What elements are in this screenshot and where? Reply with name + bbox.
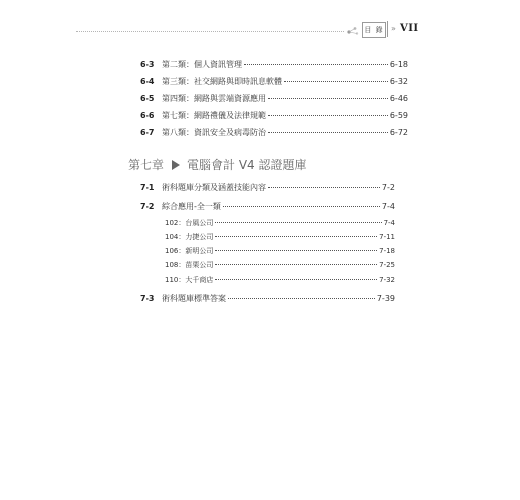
entry-page: 6-46 xyxy=(389,94,408,103)
toc-sub-entry[interactable] xyxy=(165,273,395,287)
entry-title: 第二類：個人資訊管理 xyxy=(162,60,242,69)
dot-leader xyxy=(268,187,380,188)
toc-entry[interactable] xyxy=(140,109,408,123)
entry-page: 7-4 xyxy=(381,202,395,211)
entry-number: 6-5 xyxy=(140,94,155,103)
entry-title: 第四類：網路與雲端資源應用 xyxy=(162,94,266,103)
toc-sub-entry[interactable] xyxy=(165,258,395,272)
dot-leader xyxy=(284,81,388,82)
chapter-title: 電腦會計 V4 認證題庫 xyxy=(187,158,307,172)
dot-leader xyxy=(228,298,375,299)
header-section-label: 目 錄 xyxy=(362,22,386,38)
share-icon xyxy=(346,26,360,36)
dot-leader xyxy=(244,64,388,65)
chapter-label: 第七章 xyxy=(128,158,165,172)
sub-entry-title: 104：力捷公司 xyxy=(165,233,214,241)
toc-sub-entry[interactable] xyxy=(165,230,395,244)
entry-number: 6-6 xyxy=(140,111,155,120)
sub-entry-page: 7-4 xyxy=(383,219,395,227)
sub-entry-title: 106：新明公司 xyxy=(165,247,214,255)
sub-entry-page: 7-18 xyxy=(379,247,395,255)
page-number: VII xyxy=(400,23,419,34)
entry-number: 7-3 xyxy=(140,294,155,303)
toc-entry[interactable] xyxy=(140,292,395,306)
chevron-right-icon: » xyxy=(391,24,396,33)
sub-entry-page: 7-11 xyxy=(379,233,395,241)
entry-title: 第七類：網路禮儀及法律規範 xyxy=(162,111,266,120)
toc-entry[interactable] xyxy=(140,126,408,140)
triangle-right-icon xyxy=(172,160,180,170)
header-divider xyxy=(387,21,388,37)
sub-entry-page: 7-25 xyxy=(379,261,395,269)
toc-sub-entry[interactable] xyxy=(165,216,395,230)
dot-leader xyxy=(215,250,377,251)
entry-page: 6-72 xyxy=(389,128,408,137)
dot-leader xyxy=(215,222,381,223)
toc-entry[interactable] xyxy=(140,75,408,89)
entry-number: 6-4 xyxy=(140,77,155,86)
entry-page: 7-39 xyxy=(376,294,395,303)
entry-number: 6-7 xyxy=(140,128,155,137)
entry-title: 第八類：資訊安全及病毒防治 xyxy=(162,128,266,137)
entry-page: 6-59 xyxy=(389,111,408,120)
entry-page: 6-18 xyxy=(389,60,408,69)
entry-page: 6-32 xyxy=(389,77,408,86)
dot-leader xyxy=(215,264,377,265)
dot-leader xyxy=(215,279,377,280)
toc-entry[interactable] xyxy=(140,200,395,214)
entry-page: 7-2 xyxy=(381,183,395,192)
dot-leader xyxy=(268,132,388,133)
entry-number: 7-2 xyxy=(140,202,155,211)
sub-entry-title: 108：苗栗公司 xyxy=(165,261,214,269)
toc-entry[interactable] xyxy=(140,92,408,106)
header-dotted-rule xyxy=(76,31,344,32)
dot-leader xyxy=(223,206,380,207)
entry-title: 術科題庫分類及涵蓋技能內容 xyxy=(162,183,266,192)
sub-entry-title: 102：台風公司 xyxy=(165,219,214,227)
entry-title: 綜合應用-全一類 xyxy=(162,202,221,211)
entry-title: 第三類：社交網路與即時訊息軟體 xyxy=(162,77,282,86)
entry-title: 術科題庫標準答案 xyxy=(162,294,226,303)
dot-leader xyxy=(268,98,388,99)
toc-entry[interactable] xyxy=(140,58,408,72)
sub-entry-page: 7-32 xyxy=(379,276,395,284)
toc-entry[interactable] xyxy=(140,181,395,195)
entry-number: 6-3 xyxy=(140,60,155,69)
entry-number: 7-1 xyxy=(140,183,155,192)
chapter-heading[interactable] xyxy=(128,156,307,174)
sub-entry-title: 110：大千商店 xyxy=(165,276,214,284)
toc-sub-entry[interactable] xyxy=(165,244,395,258)
dot-leader xyxy=(268,115,388,116)
dot-leader xyxy=(215,236,377,237)
